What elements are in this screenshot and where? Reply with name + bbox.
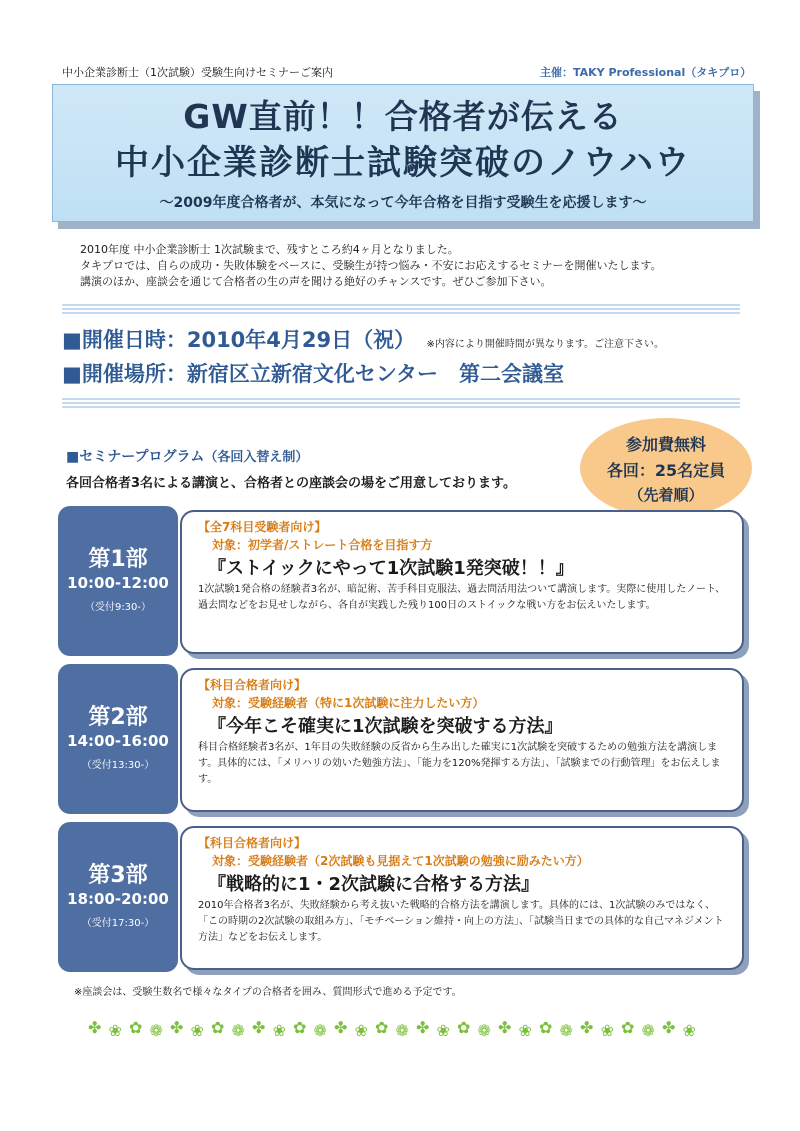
fee-capacity: 各回：25名定員 [606,461,726,480]
clover-icon: ✿ [211,1018,225,1037]
clover-icon: ✤ [416,1018,430,1037]
card-description: 2010年合格者3名が、失敗経験から考え抜いた戦略的合格方法を講演します。具体的には、1次試験のみではなく、「この時期の2次試験の取組み方」、「モチベーション維持・向上の方法」、「試験当日までの具体的な自己マネジメント方法」などをお伝えします。 [198,900,724,943]
part-time: 10:00-12:00 [67,574,169,592]
part-1-tab [58,506,178,656]
part-reception: （受付17:30-） [81,918,155,929]
program-heading-label: ■セミナープログラム [66,449,205,465]
card-tag: 【全7科目受験者向け】 [198,520,327,534]
clover-icon: ❀ [682,1021,696,1040]
header-organizer-right: 主催：TAKY Professional（タキプロ） [540,66,752,79]
part-name: 第2部 [88,705,148,730]
clover-icon: ❁ [149,1021,163,1040]
card-tag: 【科目合格者向け】 [198,678,307,692]
clover-icon: ❀ [436,1021,450,1040]
clover-icon: ❁ [641,1021,655,1040]
card-description: 1次試験1発合格の経験者3名が、暗記術、苦手科目克服法、過去問活用法ついて講演します。実際に使用したノート、過去問などをお見せしながら、各自が実践した残り100日のストイックな戦い方をお伝えいたします。 [198,584,726,611]
card-heading: 『戦略的に1・2次試験に合格する方法』 [208,874,540,895]
intro-line: 講演のほか、座談会を通じて合格者の生の声を聞ける絶好のチャンスです。ぜひご参加下さい。 [80,275,552,288]
header-organizer-left: 中小企業診断士（1次試験）受験生向けセミナーご案内 [62,66,333,79]
clover-icon: ✿ [129,1018,143,1037]
part-name: 第1部 [88,547,148,572]
part-time: 14:00-16:00 [67,732,169,750]
event-place: ■開催場所：新宿区立新宿文化センター 第二会議室 [62,362,564,386]
clover-icon: ❁ [477,1021,491,1040]
title-line-1: GW直前！！合格者が伝える [183,97,623,136]
intro-line: 2010年度 中小企業診断士 1次試験まで、残すところ約4ヶ月となりました。 [80,243,459,256]
event-date-note: ※内容により開催時間が異なります。ご注意下さい。 [426,339,665,350]
title-subtitle: ～2009年度合格者が、本気になって今年合格を目指す受験生を応援します～ [159,195,647,211]
clover-icon: ❀ [354,1021,368,1040]
clover-icon: ❀ [600,1021,614,1040]
clover-icon: ✤ [498,1018,512,1037]
clover-icon: ✤ [170,1018,184,1037]
card-target: 対象：受験経験者（2次試験も見据えて1次試験の勉強に励みたい方） [212,854,589,868]
part-3-tab [58,822,178,972]
clover-icon: ❀ [518,1021,532,1040]
card-target: 対象：受験経験者（特に1次試験に注力したい方） [212,696,485,710]
fee-free: 参加費無料 [625,435,706,454]
intro-text [80,242,740,290]
card-heading: 『今年こそ確実に1次試験を突破する方法』 [208,716,563,737]
part-time: 18:00-20:00 [67,890,169,908]
footnote: ※座談会は、受験生数名で様々なタイプの合格者を囲み、質問形式で進める予定です。 [74,987,462,998]
clover-icon: ✤ [580,1018,594,1037]
divider-band [62,398,740,408]
part-name: 第3部 [88,863,148,888]
part-reception: （受付13:30-） [81,760,155,771]
fee-badge [580,418,752,518]
clover-icon: ❀ [108,1021,122,1040]
clover-icon: ✤ [662,1018,676,1037]
fee-first-come: （先着順） [628,486,704,504]
clover-icon: ❁ [559,1021,573,1040]
clover-icon: ✿ [293,1018,307,1037]
part-3-card [180,826,744,970]
title-banner [52,84,754,222]
clover-icon: ❁ [313,1021,327,1040]
clover-decoration-row [88,1018,708,1038]
clover-icon: ✿ [457,1018,471,1037]
clover-icon: ✤ [334,1018,348,1037]
card-description: 科目合格経験者3名が、1年目の失敗経験の反省から生み出した確実に1次試験を突破するための勉強方法を講演します。具体的には、「メリハリの効いた勉強方法」、「能力を120%発揮する方法」、「試験までの行動管理」をお伝えします。 [198,742,721,785]
clover-icon: ✿ [375,1018,389,1037]
clover-icon: ❀ [190,1021,204,1040]
part-1-card [180,510,744,654]
clover-icon: ❁ [395,1021,409,1040]
clover-icon: ❀ [272,1021,286,1040]
intro-line: タキプロでは、自らの成功・失敗体験をベースに、受験生が持つ悩み・不安にお応えするセミナーを開催いたします。 [80,259,662,272]
program-description: 各回合格者3名による講演と、合格者との座談会の場をご用意しております。 [66,476,517,491]
part-2-tab [58,664,178,814]
part-2-card [180,668,744,812]
clover-icon: ✿ [539,1018,553,1037]
clover-icon: ❁ [231,1021,245,1040]
title-line-2: 中小企業診断士試験突破のノウハウ [115,143,691,183]
event-date-label: ■開催日時：2010年4月29日（祝） [62,328,416,352]
divider-band [62,304,740,314]
program-heading-sub: （各回入替え制） [204,450,309,465]
event-date [62,324,664,354]
card-tag: 【科目合格者向け】 [198,836,307,850]
card-heading: 『ストイックにやって1次試験1発突破！！』 [208,558,574,579]
card-target: 対象：初学者/ストレート合格を目指す方 [212,538,433,552]
clover-icon: ✿ [621,1018,635,1037]
clover-icon: ✤ [88,1018,102,1037]
program-heading [66,446,308,466]
clover-icon: ✤ [252,1018,266,1037]
part-reception: （受付9:30-） [84,602,152,613]
